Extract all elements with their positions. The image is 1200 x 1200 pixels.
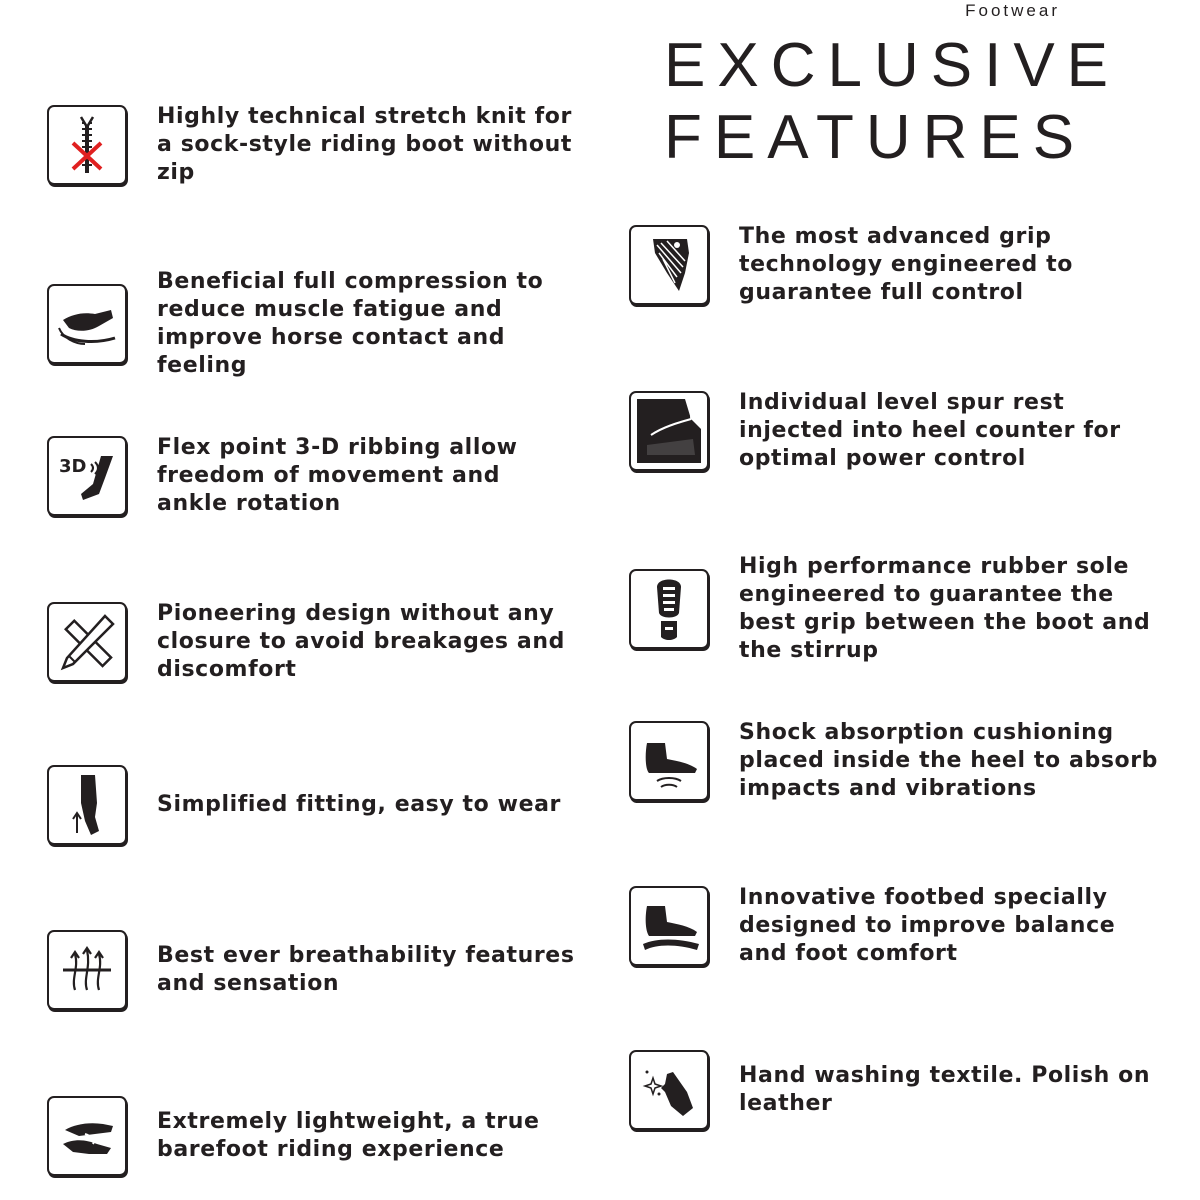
feature-text: Pioneering design without any closure to avoid breakages and discomfort xyxy=(157,601,565,682)
design-tools-icon xyxy=(47,602,127,682)
feature-text: Shock absorption cushioning placed inside the heel to absorb impacts and vibrations xyxy=(739,720,1159,801)
hand-wash-icon xyxy=(629,1050,709,1130)
feature-no-zip xyxy=(47,103,577,187)
feature-text: High performance rubber sole engineered to guarantee the best grip between the boot and the stirrup xyxy=(739,554,1151,663)
feature-compression xyxy=(47,268,577,380)
rubber-sole-icon xyxy=(629,569,709,649)
feature-text: Beneficial full compression to reduce muscle fatigue and improve horse contact and feeling xyxy=(157,269,544,378)
3d-label: 3D xyxy=(59,456,87,477)
feature-footbed xyxy=(629,884,1159,968)
feature-text: Individual level spur rest injected into heel counter for optimal power control xyxy=(739,390,1121,471)
feature-design xyxy=(47,600,577,684)
feature-3d-flex xyxy=(47,434,577,518)
feature-text: Simplified fitting, easy to wear xyxy=(157,792,561,817)
page-title xyxy=(664,30,1121,174)
feature-fitting xyxy=(47,765,577,845)
grip-icon xyxy=(629,225,709,305)
feature-text: Flex point 3-D ribbing allow freedom of movement and ankle rotation xyxy=(157,435,518,516)
footbed-icon xyxy=(629,886,709,966)
feature-text: Innovative footbed specially designed to improve balance and foot comfort xyxy=(739,885,1116,966)
feature-rubber-sole xyxy=(629,553,1159,665)
feature-hand-wash xyxy=(629,1050,1159,1130)
feature-shock-absorption xyxy=(629,719,1159,803)
no-zip-icon xyxy=(47,105,127,185)
brand-label: Footwear xyxy=(965,1,1060,20)
breathability-icon xyxy=(47,930,127,1010)
feature-spur-rest xyxy=(629,389,1159,473)
title-line-1: EXCLUSIVE xyxy=(664,31,1121,100)
3d-flex-foot-icon xyxy=(47,436,127,516)
spur-rest-icon xyxy=(629,391,709,471)
feature-text: Hand washing textile. Polish on leather xyxy=(739,1063,1151,1116)
feature-lightweight xyxy=(47,1096,577,1176)
feature-text: Best ever breathability features and sensation xyxy=(157,943,575,996)
lightweight-hands-icon xyxy=(47,1096,127,1176)
feature-text: Extremely lightweight, a true barefoot riding experience xyxy=(157,1109,540,1162)
leg-fitting-icon xyxy=(47,765,127,845)
feature-text: Highly technical stretch knit for a sock-style riding boot without zip xyxy=(157,104,573,185)
feature-breathability xyxy=(47,930,577,1010)
feature-text: The most advanced grip technology engineered to guarantee full control xyxy=(739,224,1073,305)
feature-grip xyxy=(629,223,1159,307)
title-line-2: FEATURES xyxy=(664,103,1087,172)
compression-hand-icon xyxy=(47,284,127,364)
shock-absorption-foot-icon xyxy=(629,721,709,801)
